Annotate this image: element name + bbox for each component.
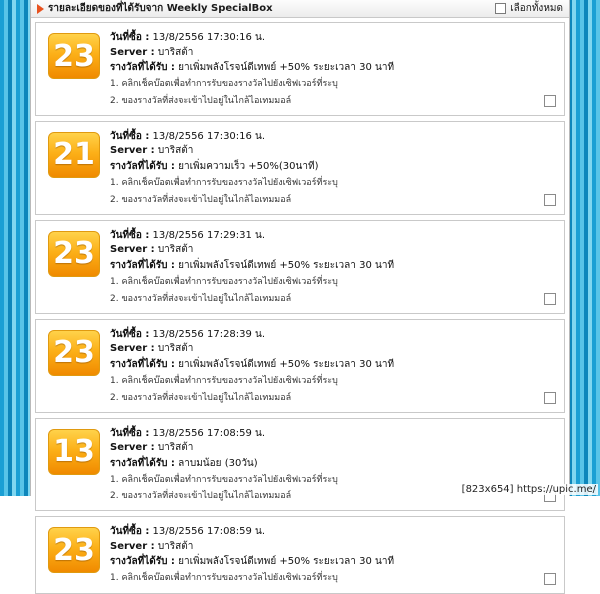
item-note-2: 2. ของรางวัลที่ส่งจะเข้าไปอยู่ในไกล้ไอเทมมอล์ [110, 392, 292, 403]
item-prize: ยาเพิ่มพลังโรจน์ดีเทพย์ +50% ระยะเวลา 30 นาที [178, 556, 395, 568]
date-label: วันที่ซื้อ : [110, 328, 150, 340]
item-server: บาริสต้า [157, 244, 194, 256]
item-badge: 21 [48, 132, 100, 178]
dialog-window [30, 0, 570, 584]
prize-label: รางวัลที่ได้รับ : [110, 160, 175, 172]
item-date-line [110, 427, 556, 442]
server-label: Server : [110, 244, 155, 256]
item-server-line [110, 243, 556, 258]
prize-label: รางวัลที่ได้รับ : [110, 259, 175, 271]
item-badge: 23 [48, 33, 100, 79]
item-server: บาริสต้า [157, 442, 194, 453]
list-item[interactable] [35, 22, 565, 116]
item-prize-line [110, 554, 556, 569]
list-item[interactable] [35, 418, 565, 512]
arrow-right-icon [37, 4, 44, 14]
item-prize-line [110, 60, 556, 75]
server-label: Server : [110, 343, 155, 355]
item-server-line [110, 342, 556, 357]
item-body [110, 227, 556, 307]
date-label: วันที่ซื้อ : [110, 427, 150, 439]
item-note-1: 1. คลิกเช็คบ๊อตเพื่อทำการรับของรางวัลไปยังเซิฟเวอร์ที่ระบุ [110, 177, 338, 188]
item-date-line [110, 229, 556, 244]
item-prize: ยาเพิ่มพลังโรจน์ดีเทพย์ +50% ระยะเวลา 30 นาที [178, 358, 395, 370]
item-server-line [110, 441, 556, 456]
item-prize: ลาบมน้อย (30วัน) [178, 457, 258, 469]
item-prize-line [110, 159, 556, 174]
item-server: บาริสต้า [157, 46, 194, 58]
item-prize: ยาเพิ่มพลังโรจน์ดีเทพย์ +50% ระยะเวลา 30 นาที [178, 62, 395, 73]
item-checkbox[interactable] [544, 194, 556, 206]
item-server: บาริสต้า [157, 540, 194, 552]
date-label: วันที่ซื้อ : [110, 229, 150, 241]
item-body [110, 29, 556, 109]
date-label: วันที่ซื้อ : [110, 130, 150, 142]
item-badge: 23 [48, 330, 100, 376]
item-note-2: 2. ของรางวัลที่ส่งจะเข้าไปอยู่ในไกล้ไอเทมมอล์ [110, 95, 292, 106]
item-date: 13/8/2556 17:28:39 น. [152, 328, 266, 340]
item-body [110, 523, 556, 587]
item-badge: 23 [48, 231, 100, 277]
item-date-line [110, 328, 556, 343]
list-item[interactable] [35, 121, 565, 215]
item-checkbox[interactable] [544, 293, 556, 305]
item-prize: ยาเพิ่มพลังโรจน์ดีเทพย์ +50% ระยะเวลา 30 นาที [178, 259, 395, 271]
date-label: วันที่ซื้อ : [110, 32, 150, 43]
server-label: Server : [110, 442, 155, 453]
prize-label: รางวัลที่ได้รับ : [110, 457, 175, 469]
item-prize-line [110, 357, 556, 372]
item-date: 13/8/2556 17:30:16 น. [152, 32, 266, 43]
item-date-line [110, 31, 556, 46]
server-label: Server : [110, 540, 155, 552]
item-checkbox[interactable] [544, 95, 556, 107]
reward-list[interactable] [31, 18, 569, 584]
list-item[interactable] [35, 516, 565, 594]
select-all-checkbox[interactable] [495, 3, 506, 14]
item-date: 13/8/2556 17:29:31 น. [152, 229, 266, 241]
item-server-line [110, 540, 556, 555]
watermark-label: [823x654] https://upic.me/ [461, 484, 596, 495]
item-date: 13/8/2556 17:30:16 น. [152, 130, 266, 142]
item-checkbox[interactable] [544, 392, 556, 404]
date-label: วันที่ซื้อ : [110, 526, 150, 538]
prize-label: รางวัลที่ได้รับ : [110, 62, 175, 73]
item-prize-line [110, 258, 556, 273]
list-item[interactable] [35, 319, 565, 413]
item-badge: 23 [48, 527, 100, 573]
page-title: รายละเอียดของที่ได้รับจาก Weekly SpecialBox [48, 3, 273, 14]
prize-label: รางวัลที่ได้รับ : [110, 556, 175, 568]
item-date-line [110, 525, 556, 540]
item-badge: 13 [48, 429, 100, 475]
item-date: 13/8/2556 17:08:59 น. [152, 526, 266, 538]
select-all-label: เลือกทั้งหมด [510, 3, 563, 14]
item-server-line [110, 144, 556, 159]
item-note-2: 2. ของรางวัลที่ส่งจะเข้าไปอยู่ในไกล้ไอเทมมอล์ [110, 194, 292, 205]
item-server: บาริสต้า [157, 343, 194, 355]
item-note-2: 2. ของรางวัลที่ส่งจะเข้าไปอยู่ในไกล้ไอเทมมอล์ [110, 491, 292, 502]
item-note-1: 1. คลิกเช็คบ๊อตเพื่อทำการรับของรางวัลไปยังเซิฟเวอร์ที่ระบุ [110, 79, 338, 89]
item-checkbox[interactable] [544, 573, 556, 585]
select-all-group[interactable] [495, 1, 563, 16]
item-server: บาริสต้า [157, 145, 194, 157]
item-date-line [110, 130, 556, 145]
item-body [110, 326, 556, 406]
item-note-1: 1. คลิกเช็คบ๊อตเพื่อทำการรับของรางวัลไปยังเซิฟเวอร์ที่ระบุ [110, 474, 338, 485]
item-note-1: 1. คลิกเช็คบ๊อตเพื่อทำการรับของรางวัลไปยังเซิฟเวอร์ที่ระบุ [110, 573, 338, 584]
item-note-1: 1. คลิกเช็คบ๊อตเพื่อทำการรับของรางวัลไปยังเซิฟเวอร์ที่ระบุ [110, 276, 338, 287]
item-note-2: 2. ของรางวัลที่ส่งจะเข้าไปอยู่ในไกล้ไอเทมมอล์ [110, 293, 292, 304]
dialog-header [31, 0, 569, 18]
item-body [110, 128, 556, 208]
item-prize: ยาเพิ่มความเร็ว +50%(30นาที) [178, 160, 319, 172]
prize-label: รางวัลที่ได้รับ : [110, 358, 175, 370]
server-label: Server : [110, 145, 155, 157]
item-server-line [110, 46, 556, 61]
list-item[interactable] [35, 220, 565, 314]
item-date: 13/8/2556 17:08:59 น. [152, 427, 266, 439]
item-prize-line [110, 456, 556, 471]
item-note-1: 1. คลิกเช็คบ๊อตเพื่อทำการรับของรางวัลไปยังเซิฟเวอร์ที่ระบุ [110, 375, 338, 386]
server-label: Server : [110, 46, 155, 58]
